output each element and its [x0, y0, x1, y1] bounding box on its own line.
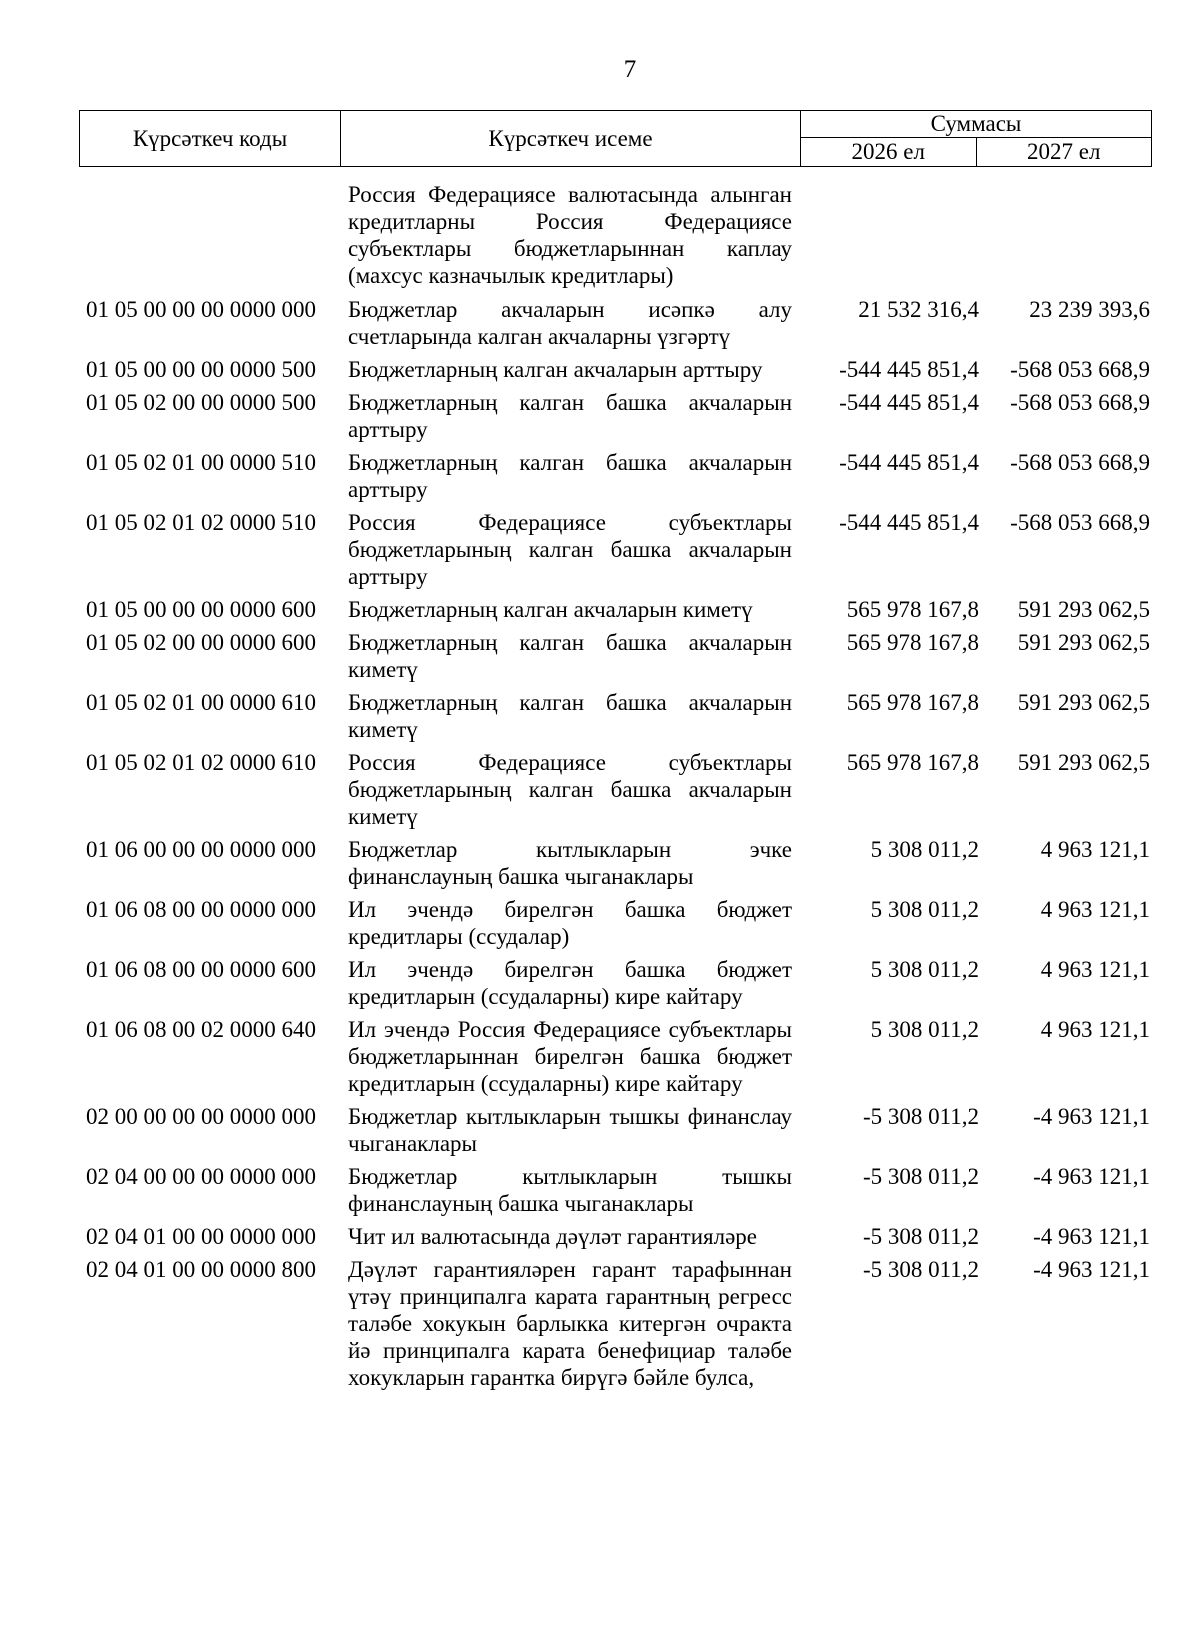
table-row — [79, 836, 1152, 890]
row-value-2027: 4 963 121,1 — [1040, 1017, 1150, 1042]
table-row — [79, 356, 1152, 383]
row-value-2026: -544 445 851,4 — [839, 510, 979, 535]
row-value-2026: -5 308 011,2 — [862, 1164, 979, 1189]
row-value-2026: 565 978 167,8 — [846, 690, 979, 715]
table-header — [79, 110, 1152, 167]
page-number: 7 — [623, 56, 637, 83]
row-code: 01 05 00 00 00 0000 000 — [86, 297, 316, 322]
row-value-2026: -5 308 011,2 — [862, 1104, 979, 1129]
row-name: Бюджетларның калган башка акчаларын арттыру — [348, 390, 792, 442]
row-name: Россия Федерациясе субъектлары бюджетларының калган башка акчаларын арттыру — [348, 510, 792, 589]
row-name: Бюджетлар кытлыкларын тышкы финанслауның башка чыганаклары — [348, 1164, 792, 1216]
row-value-2026: 21 532 316,4 — [858, 297, 979, 322]
row-value-2027: 591 293 062,5 — [1017, 630, 1150, 655]
row-code: 02 04 01 00 00 0000 000 — [86, 1224, 316, 1249]
row-name: Бюджетлар кытлыкларын эчке финанслауның башка чыганаклары — [348, 837, 792, 889]
row-name: Бюджетларның калган башка акчаларын киметү — [348, 630, 792, 682]
row-name: Бюджетлар кытлыкларын тышкы финанслау чыганаклары — [348, 1104, 792, 1156]
table-row — [79, 296, 1152, 350]
row-name: Бюджетларның калган башка акчаларын арттыру — [348, 450, 792, 502]
row-value-2027: 4 963 121,1 — [1040, 897, 1150, 922]
row-value-2026: -5 308 011,2 — [862, 1224, 979, 1249]
table-row — [79, 181, 1152, 289]
table-row — [79, 1103, 1152, 1157]
table-body — [79, 175, 1152, 1391]
row-code: 02 04 01 00 00 0000 800 — [86, 1257, 316, 1282]
row-code: 01 05 00 00 00 0000 600 — [86, 597, 316, 622]
row-name: Дәүләт гарантияләрен гарант тарафыннан үтәү принципалга карата гарантның регресс таләбе хокукын барлыкка китергән очракта йә принципалга карата бенефициар таләбе хокукларын гарантка бирүгә бәйле булса, — [348, 1257, 792, 1390]
table-row — [79, 1256, 1152, 1391]
row-code: 01 05 02 00 00 0000 600 — [86, 630, 316, 655]
header-sums: Суммасы — [801, 111, 1152, 138]
row-value-2026: 5 308 011,2 — [870, 1017, 979, 1042]
row-value-2026: 5 308 011,2 — [870, 837, 979, 862]
row-name: Бюджетларның калган акчаларын киметү — [348, 597, 753, 622]
header-code: Күрсәткеч коды — [80, 111, 341, 167]
row-code: 01 06 00 00 00 0000 000 — [86, 837, 316, 862]
row-value-2027: -568 053 668,9 — [1010, 390, 1150, 415]
table-row — [79, 629, 1152, 683]
table-row — [79, 449, 1152, 503]
row-code: 01 05 00 00 00 0000 500 — [86, 357, 316, 382]
row-value-2027: -568 053 668,9 — [1010, 450, 1150, 475]
table-row — [79, 896, 1152, 950]
row-value-2027: 591 293 062,5 — [1017, 750, 1150, 775]
row-code: 02 04 00 00 00 0000 000 — [86, 1164, 316, 1189]
row-code: 01 05 02 01 02 0000 510 — [86, 510, 316, 535]
row-value-2027: 591 293 062,5 — [1017, 597, 1150, 622]
row-name: Бюджетларның калган акчаларын арттыру — [348, 357, 763, 382]
row-code: 01 05 02 01 00 0000 510 — [86, 450, 316, 475]
row-name: Ил эчендә Россия Федерациясе субъектлары бюджетларыннан бирелгән башка бюджет кредитларын (ссудаларны) кире кайтару — [348, 1017, 792, 1096]
table-row — [79, 596, 1152, 623]
row-value-2027: 23 239 393,6 — [1029, 297, 1150, 322]
row-value-2026: -544 445 851,4 — [839, 357, 979, 382]
table-row — [79, 1223, 1152, 1250]
header-year-2027: 2027 ел — [976, 138, 1152, 167]
row-code: 01 06 08 00 00 0000 000 — [86, 897, 316, 922]
table-row — [79, 956, 1152, 1010]
row-name: Ил эчендә бирелгән башка бюджет кредитлары (ссудалар) — [348, 897, 792, 949]
row-value-2027: -4 963 121,1 — [1033, 1257, 1150, 1282]
row-value-2027: -4 963 121,1 — [1033, 1164, 1150, 1189]
table-row — [79, 1016, 1152, 1097]
header-name: Күрсәткеч исеме — [341, 111, 801, 167]
row-value-2026: -544 445 851,4 — [839, 450, 979, 475]
row-name: Бюджетларның калган башка акчаларын киметү — [348, 690, 792, 742]
row-code: 01 06 08 00 00 0000 600 — [86, 957, 316, 982]
row-value-2026: 565 978 167,8 — [846, 597, 979, 622]
row-value-2027: -568 053 668,9 — [1010, 357, 1150, 382]
header-year-2026: 2026 ел — [801, 138, 977, 167]
table-row — [79, 389, 1152, 443]
row-value-2026: -544 445 851,4 — [839, 390, 979, 415]
row-name: Чит ил валютасында дәүләт гарантияләре — [348, 1224, 757, 1249]
row-code: 01 05 02 00 00 0000 500 — [86, 390, 316, 415]
row-value-2026: 5 308 011,2 — [870, 957, 979, 982]
row-value-2027: 4 963 121,1 — [1040, 957, 1150, 982]
row-value-2027: -4 963 121,1 — [1033, 1104, 1150, 1129]
table-row — [79, 689, 1152, 743]
row-value-2027: 591 293 062,5 — [1017, 690, 1150, 715]
row-value-2026: 565 978 167,8 — [846, 630, 979, 655]
row-value-2027: 4 963 121,1 — [1040, 837, 1150, 862]
table-row — [79, 749, 1152, 830]
row-code: 01 05 02 01 00 0000 610 — [86, 690, 316, 715]
row-value-2026: 5 308 011,2 — [870, 897, 979, 922]
row-value-2026: 565 978 167,8 — [846, 750, 979, 775]
row-code: 02 00 00 00 00 0000 000 — [86, 1104, 316, 1129]
row-name: Ил эчендә бирелгән башка бюджет кредитларын (ссудаларны) кире кайтару — [348, 957, 792, 1009]
row-code: 01 05 02 01 02 0000 610 — [86, 750, 316, 775]
row-name: Бюджетлар акчаларын исәпкә алу счетларында калган акчаларны үзгәртү — [348, 297, 792, 349]
row-code: 01 06 08 00 02 0000 640 — [86, 1017, 316, 1042]
row-value-2027: -568 053 668,9 — [1010, 510, 1150, 535]
row-value-2027: -4 963 121,1 — [1033, 1224, 1150, 1249]
table-row — [79, 1163, 1152, 1217]
table-row — [79, 509, 1152, 590]
row-name: Россия Федерациясе субъектлары бюджетларының калган башка акчаларын киметү — [348, 750, 792, 829]
row-name: Россия Федерациясе валютасында алынган кредитларны Россия Федерациясе субъектлары бюджетларыннан каплау (махсус казначылык кредитлары) — [348, 182, 792, 288]
row-value-2026: -5 308 011,2 — [862, 1257, 979, 1282]
